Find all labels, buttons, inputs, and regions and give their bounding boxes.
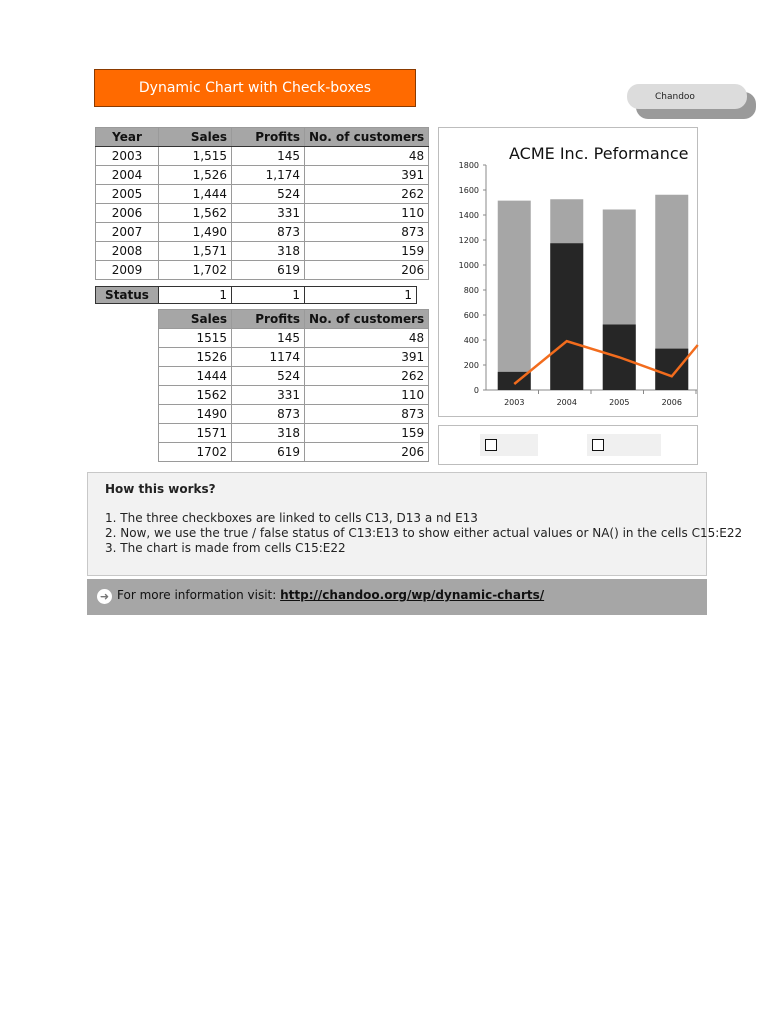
table-row <box>159 386 429 405</box>
table-row <box>96 166 429 185</box>
cell-customers[interactable]: 159 <box>305 424 429 443</box>
status-profits-cell[interactable]: 1 <box>232 287 305 304</box>
cell-year[interactable]: 2003 <box>96 147 159 166</box>
cell-profits[interactable]: 145 <box>232 147 305 166</box>
how-it-works-panel <box>87 472 743 576</box>
data-table <box>95 127 429 280</box>
cell-customers[interactable]: 48 <box>305 329 429 348</box>
x-tick-label: 2003 <box>504 398 525 407</box>
cell-profits[interactable]: 1,174 <box>232 166 305 185</box>
cell-sales[interactable]: 1,526 <box>159 166 232 185</box>
cell-customers[interactable]: 262 <box>305 185 429 204</box>
info-link[interactable]: http://chandoo.org/wp/dynamic-charts/ <box>280 588 545 602</box>
column-header-customers: No. of customers <box>305 310 429 329</box>
cell-customers[interactable]: 391 <box>305 348 429 367</box>
chandoo-badge[interactable]: Chandoo <box>627 84 747 109</box>
bar-sales <box>498 201 531 390</box>
table-row <box>159 348 429 367</box>
status-row <box>96 287 417 304</box>
cell-sales[interactable]: 1526 <box>159 348 232 367</box>
cell-customers[interactable]: 873 <box>305 223 429 242</box>
y-tick-label: 1000 <box>458 261 479 270</box>
cell-sales[interactable]: 1702 <box>159 443 232 462</box>
cell-sales[interactable]: 1490 <box>159 405 232 424</box>
x-tick-label: 2006 <box>661 398 682 407</box>
cell-year[interactable]: 2005 <box>96 185 159 204</box>
table-header-row <box>96 128 429 147</box>
status-customers-cell[interactable]: 1 <box>305 287 417 304</box>
cell-profits[interactable]: 331 <box>232 204 305 223</box>
status-sales-cell[interactable]: 1 <box>159 287 232 304</box>
column-header-year: Year <box>96 128 159 147</box>
cell-year[interactable]: 2008 <box>96 242 159 261</box>
x-tick-label: 2004 <box>556 398 577 407</box>
y-tick-label: 400 <box>463 336 479 345</box>
info-text <box>117 588 544 602</box>
checkbox-square-icon[interactable] <box>592 439 604 451</box>
y-tick-label: 0 <box>473 386 479 395</box>
bar-profits <box>655 349 688 390</box>
table-row <box>159 443 429 462</box>
cell-customers[interactable]: 110 <box>305 204 429 223</box>
page-title: Dynamic Chart with Check-boxes <box>94 69 416 107</box>
arrow-circle-icon: ➜ <box>97 589 112 604</box>
cell-customers[interactable]: 873 <box>305 405 429 424</box>
table-row <box>159 424 429 443</box>
how-line-1: 1. The three checkboxes are linked to cells C13, D13 a nd E13 <box>105 511 478 525</box>
cell-profits[interactable]: 318 <box>232 424 305 443</box>
table-row <box>159 367 429 386</box>
cell-sales[interactable]: 1,702 <box>159 261 232 280</box>
y-tick-label: 1800 <box>458 161 479 170</box>
how-line-3: 3. The chart is made from cells C15:E22 <box>105 541 346 555</box>
cell-sales[interactable]: 1,562 <box>159 204 232 223</box>
chart-title: ACME Inc. Peformance <box>509 144 689 163</box>
y-tick-label: 800 <box>463 286 479 295</box>
y-tick-label: 200 <box>463 361 479 370</box>
cell-profits[interactable]: 331 <box>232 386 305 405</box>
cell-profits[interactable]: 619 <box>232 261 305 280</box>
status-label: Status <box>96 287 159 304</box>
cell-year[interactable]: 2007 <box>96 223 159 242</box>
cell-customers[interactable]: 159 <box>305 242 429 261</box>
column-header-customers: No. of customers <box>305 128 429 147</box>
cell-profits[interactable]: 524 <box>232 185 305 204</box>
table-row <box>96 185 429 204</box>
cell-profits[interactable]: 873 <box>232 223 305 242</box>
cell-customers[interactable]: 262 <box>305 367 429 386</box>
cell-sales[interactable]: 1444 <box>159 367 232 386</box>
y-tick-label: 1600 <box>458 186 479 195</box>
cell-customers[interactable]: 48 <box>305 147 429 166</box>
cell-profits[interactable]: 619 <box>232 443 305 462</box>
cell-year[interactable]: 2004 <box>96 166 159 185</box>
checkbox-sales[interactable] <box>480 434 538 456</box>
column-header-sales: Sales <box>159 128 232 147</box>
column-header-profits: Profits <box>232 128 305 147</box>
cell-profits[interactable]: 318 <box>232 242 305 261</box>
info-label: For more information visit: <box>117 588 281 602</box>
cell-customers[interactable]: 110 <box>305 386 429 405</box>
cell-profits[interactable]: 1174 <box>232 348 305 367</box>
table-row <box>96 261 429 280</box>
chart-panel[interactable] <box>438 127 698 417</box>
cell-sales[interactable]: 1562 <box>159 386 232 405</box>
table-header-row <box>159 310 429 329</box>
bar-profits <box>550 243 583 390</box>
cell-profits[interactable]: 524 <box>232 367 305 386</box>
cell-profits[interactable]: 145 <box>232 329 305 348</box>
cell-customers[interactable]: 391 <box>305 166 429 185</box>
y-tick-label: 600 <box>463 311 479 320</box>
how-line-2: 2. Now, we use the true / false status of C13:E13 to show either actual values or NA() in the cells C15:E22 <box>105 526 743 540</box>
table-row <box>96 147 429 166</box>
how-title: How this works? <box>105 482 216 496</box>
status-row-table <box>95 286 417 304</box>
checkbox-profits[interactable] <box>587 434 661 456</box>
x-tick-label: 2005 <box>609 398 630 407</box>
chart-source-table <box>158 309 429 462</box>
y-tick-label: 1400 <box>458 211 479 220</box>
info-bar <box>87 579 707 615</box>
cell-sales[interactable]: 1,490 <box>159 223 232 242</box>
cell-customers[interactable]: 206 <box>305 261 429 280</box>
cell-profits[interactable]: 873 <box>232 405 305 424</box>
cell-year[interactable]: 2009 <box>96 261 159 280</box>
cell-sales[interactable]: 1,515 <box>159 147 232 166</box>
cell-sales[interactable]: 1515 <box>159 329 232 348</box>
table-row <box>159 405 429 424</box>
cell-sales[interactable]: 1571 <box>159 424 232 443</box>
cell-year[interactable]: 2006 <box>96 204 159 223</box>
performance-chart <box>439 128 699 418</box>
table-row <box>96 242 429 261</box>
checkbox-panel <box>438 425 698 465</box>
column-header-sales: Sales <box>159 310 232 329</box>
y-tick-label: 1200 <box>458 236 479 245</box>
table-row <box>96 204 429 223</box>
cell-sales[interactable]: 1,444 <box>159 185 232 204</box>
table-row <box>159 329 429 348</box>
checkbox-square-icon[interactable] <box>485 439 497 451</box>
cell-sales[interactable]: 1,571 <box>159 242 232 261</box>
table-row <box>96 223 429 242</box>
cell-customers[interactable]: 206 <box>305 443 429 462</box>
column-header-profits: Profits <box>232 310 305 329</box>
